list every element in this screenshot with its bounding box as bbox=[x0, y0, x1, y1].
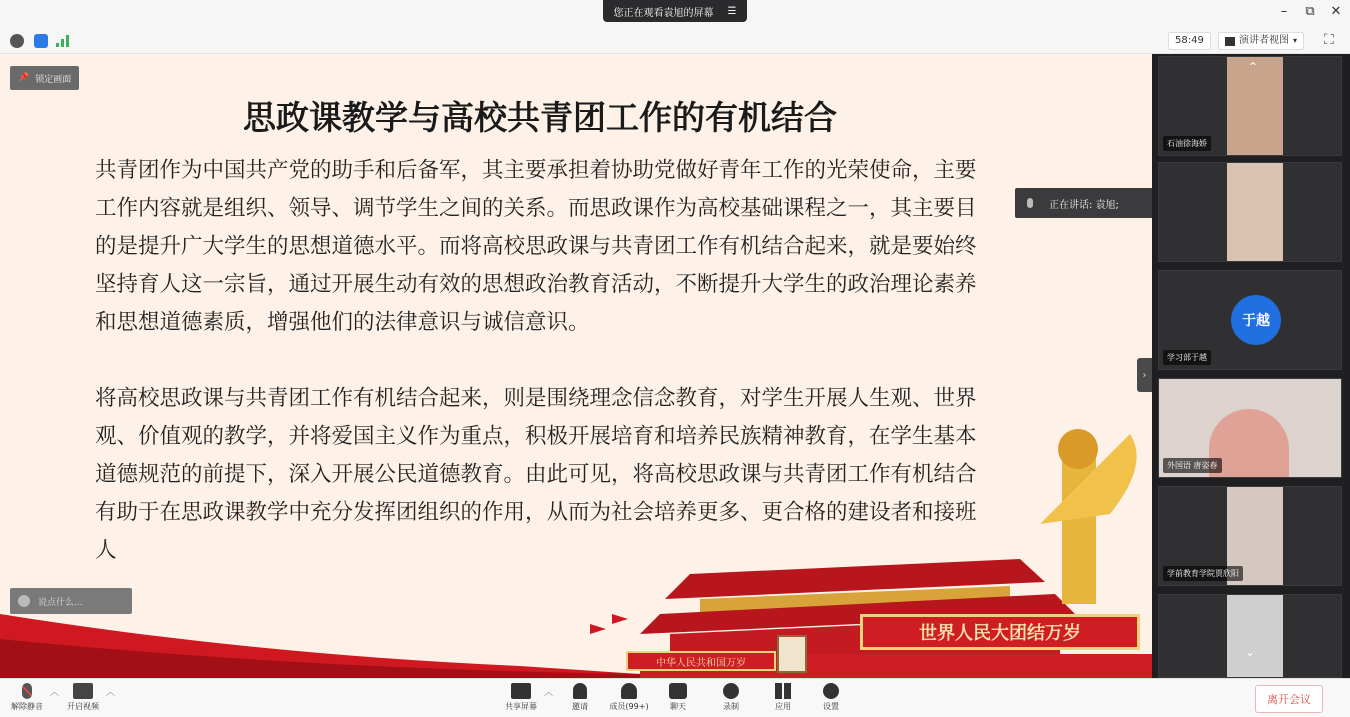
record-icon bbox=[723, 683, 739, 699]
record-button[interactable] bbox=[706, 683, 756, 712]
close-icon[interactable]: ✕ bbox=[1330, 4, 1342, 19]
video-tile[interactable] bbox=[1158, 594, 1342, 678]
mic-icon bbox=[1027, 198, 1033, 208]
info-icon[interactable] bbox=[10, 34, 24, 48]
chevron-up-icon[interactable]: ︿ bbox=[50, 688, 60, 698]
participant-name: 学前教育学院贾欣阳 bbox=[1163, 566, 1243, 581]
chevron-up-icon[interactable]: ︿ bbox=[544, 688, 554, 698]
members-icon bbox=[621, 683, 637, 699]
start-video-button[interactable] bbox=[58, 683, 108, 712]
meeting-timer: 58:49 bbox=[1168, 32, 1211, 50]
slide-paragraph-1: 共青团作为中国共产党的助手和后备军，其主要承担着协助党做好青年工作的光荣使命，主要工作内容就是组织、领导、调节学生之间的关系。而思政课作为高校基础课程之一，其主要目的是提升广大学生的思想道德水平。而将高校思政课与共青团工作有机结合起来，就是要始终坚持育人这一宗旨，通过开展生动有效的思想政治教育活动，不断提升大学生的政治理论素养和思想道德素质，增强他们的法律意识与诚信意识。 bbox=[95, 158, 977, 335]
active-speaker-text: 正在讲话: 袁旭; bbox=[1049, 199, 1119, 211]
participant-video-panel bbox=[1152, 54, 1350, 678]
unmute-label: 解除静音 bbox=[11, 702, 43, 711]
meeting-info-bar bbox=[0, 28, 1350, 54]
speaker-view-icon bbox=[1225, 37, 1235, 46]
shared-screen bbox=[0, 54, 1152, 678]
members-button[interactable] bbox=[604, 683, 654, 712]
lock-screen-label: 锁定画面 bbox=[35, 74, 72, 85]
participant-name: 外国语 唐姿春 bbox=[1163, 458, 1222, 473]
screen-share-text: 您正在观看袁旭的屏幕 bbox=[613, 7, 714, 19]
gear-icon bbox=[823, 683, 839, 699]
slide-background-graphic bbox=[0, 54, 1152, 678]
apps-label: 应用 bbox=[775, 702, 791, 711]
slogan-banner: 世界人民大团结万岁 bbox=[860, 614, 1140, 650]
slide-paragraph-2: 将高校思政课与共青团工作有机结合起来，则是围绕理念信念教育，对学生开展人生观、世界观、价值观的教学，并将爱国主义作为重点，积极开展培育和培养民族精神教育，在学生基本道德规范的前提下，深入开展公民道德教育。由此可见，将高校思政课与共青团工作有机结合有助于在思政课教学中充分发挥团组织的作用，从而为社会培养更多、更合格的建设者和接班人 bbox=[95, 386, 977, 563]
members-label: 成员(99+) bbox=[609, 702, 649, 711]
minimize-icon[interactable]: – bbox=[1280, 4, 1288, 19]
settings-button[interactable] bbox=[806, 683, 856, 712]
apps-icon bbox=[775, 683, 791, 699]
slide-title: 思政课教学与高校共青团工作的有机结合 bbox=[243, 98, 837, 137]
mic-muted-icon bbox=[22, 683, 32, 699]
slogan-banner-left: 中华人民共和国万岁 bbox=[626, 651, 776, 671]
record-label: 录制 bbox=[723, 702, 739, 711]
fullscreen-icon[interactable]: ⛶ bbox=[1324, 32, 1334, 48]
share-screen-icon bbox=[511, 683, 531, 699]
pin-icon: 📌 bbox=[18, 73, 30, 83]
meeting-control-bar bbox=[0, 678, 1350, 717]
screen-share-notice[interactable] bbox=[603, 0, 747, 22]
emoji-icon bbox=[18, 595, 30, 607]
shield-icon[interactable] bbox=[34, 34, 48, 48]
start-video-label: 开启视频 bbox=[67, 702, 99, 711]
chevron-up-icon[interactable]: ⌃ bbox=[1248, 60, 1259, 74]
chevron-right-icon: › bbox=[1142, 369, 1147, 381]
chat-button[interactable] bbox=[653, 683, 703, 712]
avatar: 于越 bbox=[1231, 295, 1281, 345]
lock-screen-button[interactable] bbox=[10, 66, 79, 90]
video-tile[interactable] bbox=[1158, 162, 1342, 262]
speaker-view-button[interactable] bbox=[1218, 32, 1304, 50]
leave-meeting-button[interactable]: 离开会议 bbox=[1255, 685, 1323, 713]
share-screen-label: 共享屏幕 bbox=[505, 702, 537, 711]
restore-icon[interactable]: ⧉ bbox=[1305, 4, 1315, 19]
chat-icon bbox=[669, 683, 687, 699]
chevron-up-icon[interactable]: ︿ bbox=[106, 688, 116, 698]
settings-label: 设置 bbox=[823, 702, 839, 711]
chat-label: 聊天 bbox=[670, 702, 686, 711]
participant-video bbox=[1227, 163, 1283, 262]
apps-button[interactable] bbox=[758, 683, 808, 712]
share-screen-button[interactable] bbox=[496, 683, 546, 712]
reaction-placeholder: 说点什么... bbox=[38, 597, 83, 608]
speaker-view-label: 演讲者视图 bbox=[1239, 35, 1289, 46]
panel-collapse-button[interactable] bbox=[1137, 358, 1152, 392]
signal-icon[interactable] bbox=[56, 35, 70, 47]
window-titlebar bbox=[0, 0, 1350, 28]
chevron-down-icon: ▾ bbox=[1293, 36, 1298, 45]
video-tile[interactable] bbox=[1158, 270, 1342, 370]
invite-label: 邀请 bbox=[572, 702, 588, 711]
participant-name: 学习部于越 bbox=[1163, 350, 1211, 365]
video-tile[interactable] bbox=[1158, 378, 1342, 478]
participant-video bbox=[1227, 595, 1283, 678]
add-user-icon bbox=[573, 683, 587, 699]
menu-icon[interactable]: ☰ bbox=[727, 5, 737, 17]
participant-name: 石油徐海娇 bbox=[1163, 136, 1211, 151]
invite-button[interactable] bbox=[555, 683, 605, 712]
reaction-input[interactable] bbox=[10, 588, 132, 614]
unmute-button[interactable] bbox=[2, 683, 52, 712]
camera-off-icon bbox=[73, 683, 93, 699]
chevron-down-icon[interactable]: ⌄ bbox=[1245, 645, 1256, 659]
video-tile[interactable] bbox=[1158, 486, 1342, 586]
